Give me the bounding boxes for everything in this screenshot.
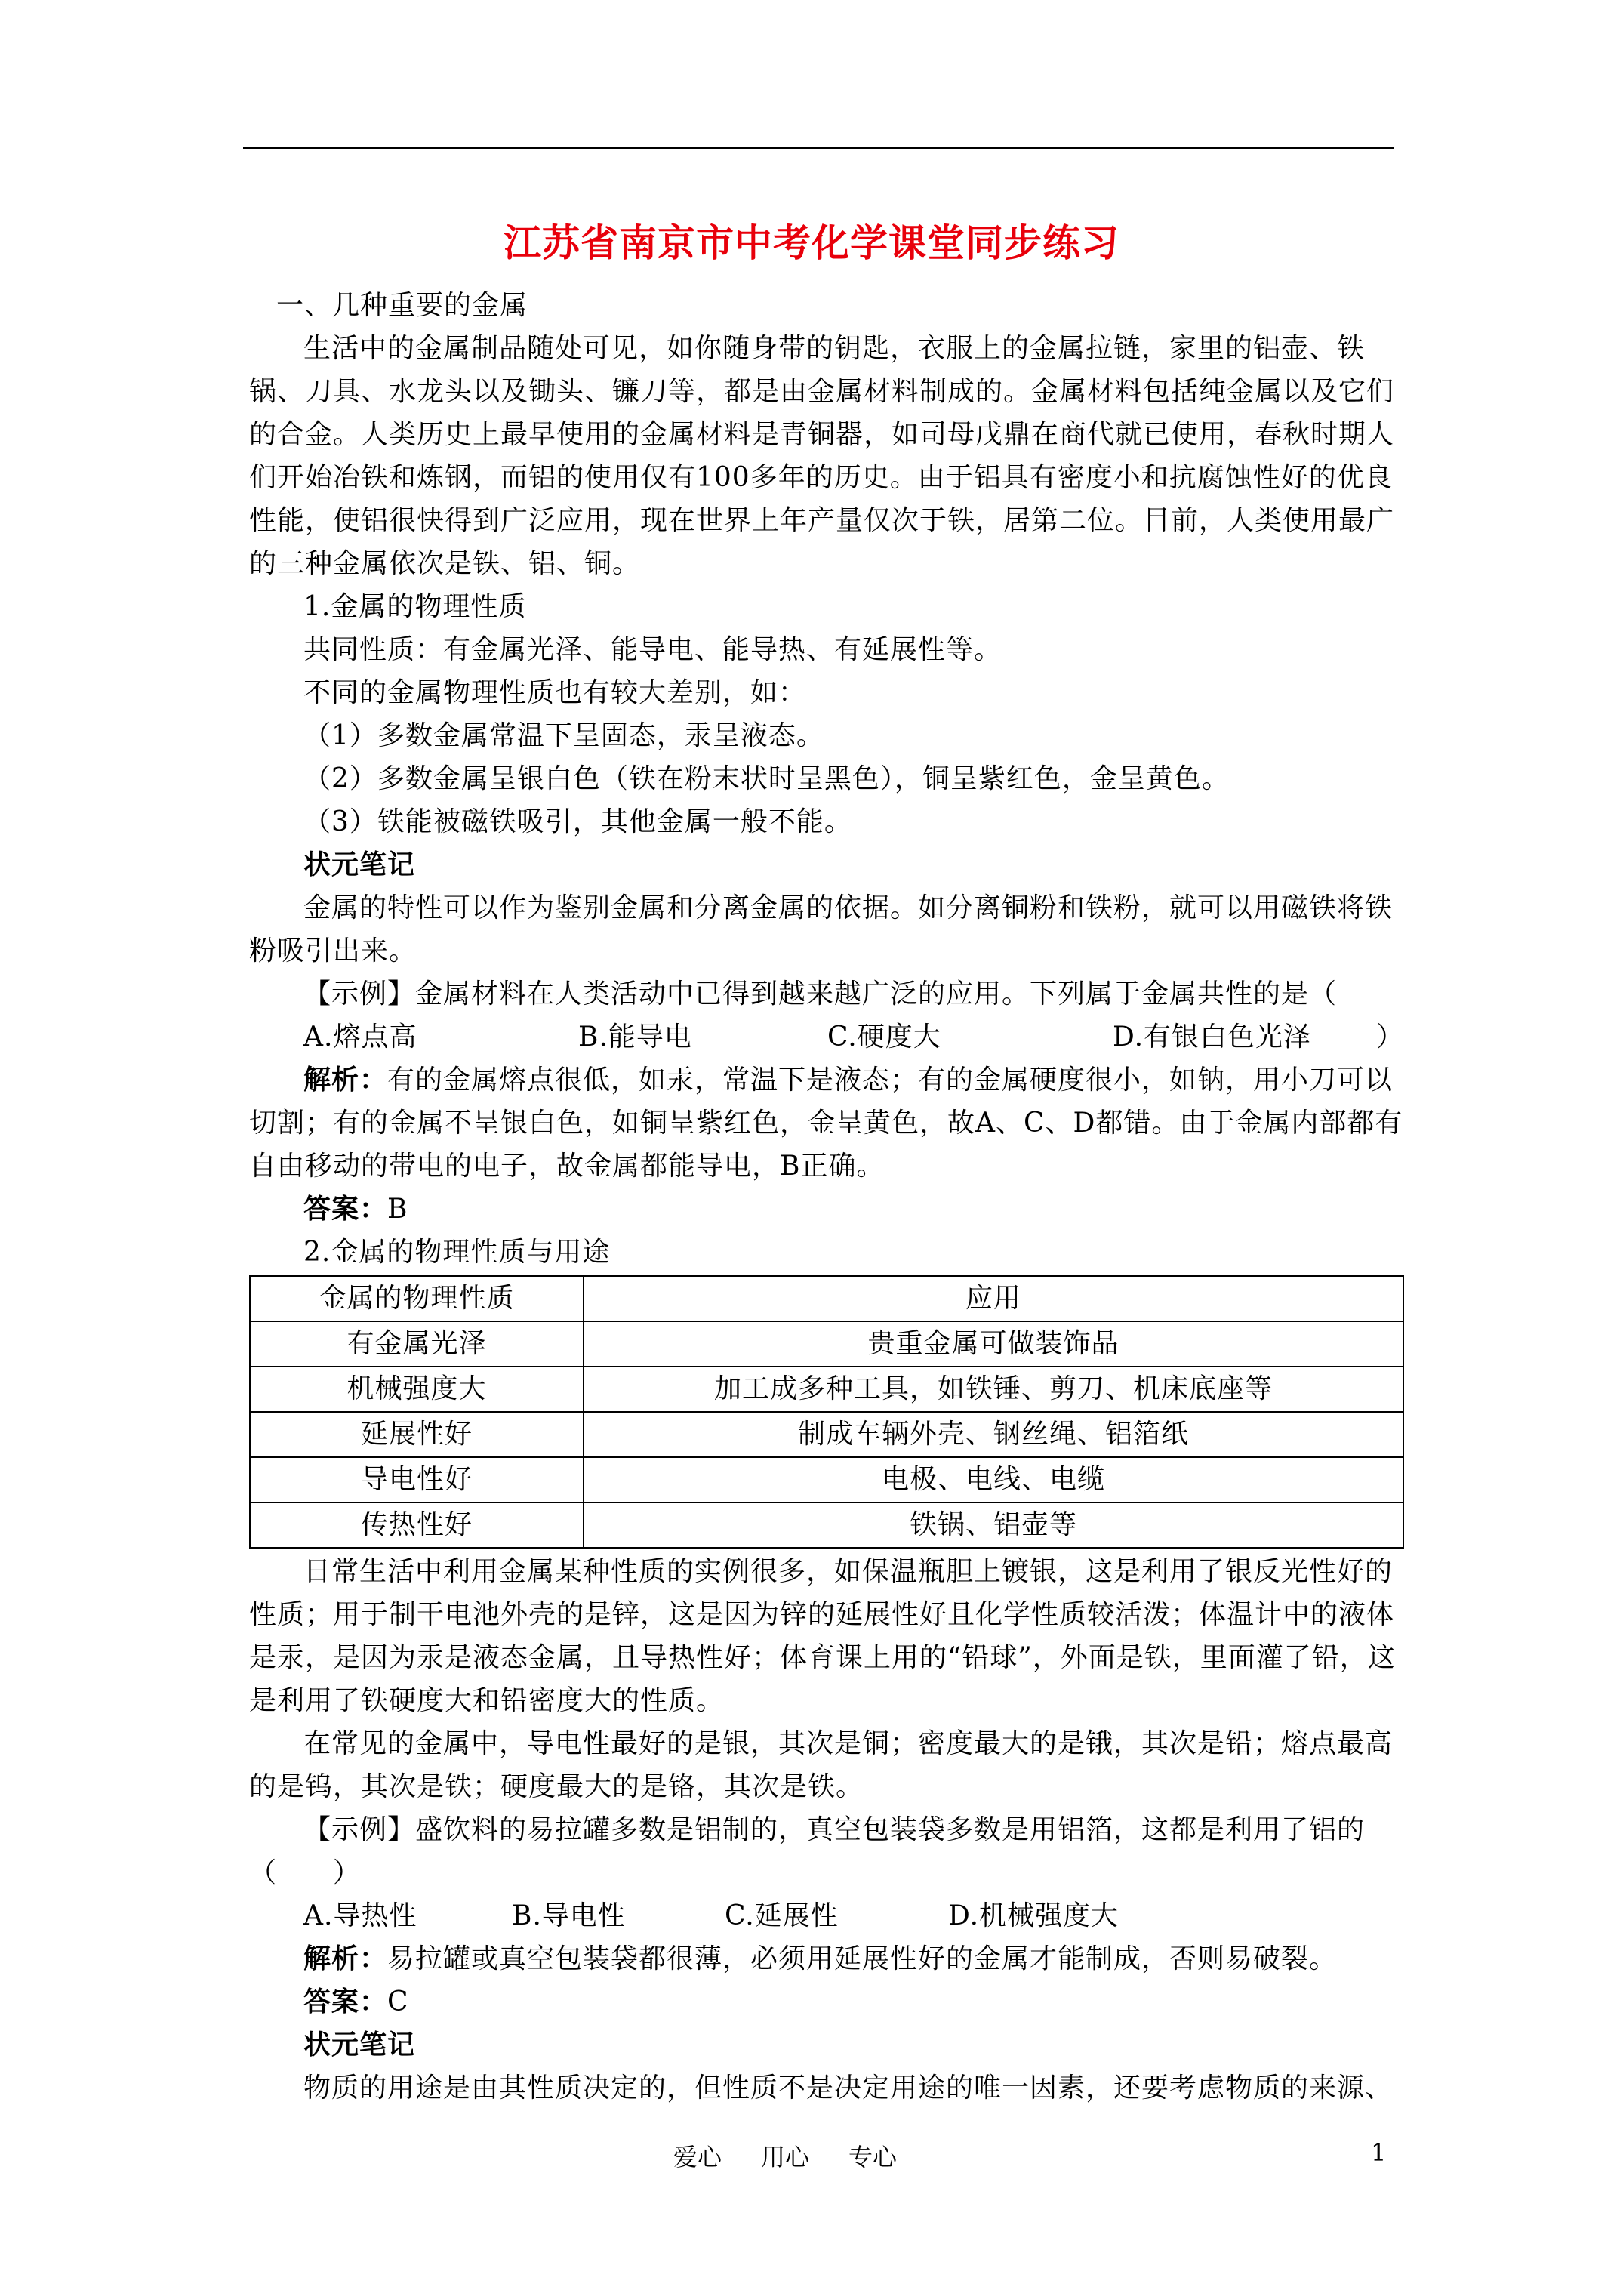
list-item: （2）多数金属呈银白色（铁在粉末状时呈黑色），铜呈紫红色，金呈黄色。 bbox=[303, 763, 1230, 794]
analysis-label: 解析： bbox=[303, 1943, 388, 1974]
page-number: 1 bbox=[1371, 2138, 1387, 2167]
table-cell: 贵重金属可做装饰品 bbox=[584, 1321, 1403, 1367]
table-cell: 铁锅、铝壶等 bbox=[584, 1502, 1403, 1548]
common-properties: 共同性质：有金属光泽、能导电、能导热、有延展性等。 bbox=[303, 634, 1002, 665]
motto-word: 用心 bbox=[761, 2143, 810, 2171]
properties-table bbox=[249, 1275, 1404, 1549]
table-cell: 延展性好 bbox=[250, 1412, 584, 1457]
answer-options-1 bbox=[249, 1015, 1322, 1059]
table-cell: 加工成多种工具，如铁锤、剪刀、机床底座等 bbox=[584, 1367, 1403, 1412]
list-item: （1）多数金属常温下呈固态，汞呈液态。 bbox=[303, 720, 824, 751]
table-cell: 导电性好 bbox=[250, 1457, 584, 1502]
option-a: A.导热性 bbox=[303, 1900, 417, 1931]
answer-value: C bbox=[387, 1986, 409, 2017]
option-d: D.机械强度大 bbox=[948, 1900, 1119, 1931]
table-row bbox=[250, 1457, 1403, 1502]
intro-paragraph: 生活中的金属制品随处可见，如你随身带的钥匙，衣服上的金属拉链，家里的铝壶、铁锅、刀具、水龙头以及锄头、镰刀等，都是由金属材料制成的。金属材料包括纯金属以及它们的合金。人类历史上最早使用的金属材料是青铜器，如司母戊鼎在商代就已使用，春秋时期人们开始冶铁和炼钢，而铝的使用仅有100多年的历史。由于铝具有密度小和抗腐蚀性好的优良性能，使铝很快得到广泛应用，现在世界上年产量仅次于铁，居第二位。目前，人类使用最广的三种金属依次是铁、铝、铜。 bbox=[249, 333, 1395, 579]
analysis-1 bbox=[249, 1059, 1404, 1188]
table-header-cell: 应用 bbox=[584, 1276, 1403, 1321]
header-rule bbox=[243, 147, 1394, 149]
analysis-text: 易拉罐或真空包装袋都很薄，必须用延展性好的金属才能制成，否则易破裂。 bbox=[387, 1943, 1338, 1974]
option-a: A.熔点高 bbox=[303, 1022, 417, 1052]
analysis-2 bbox=[249, 1937, 1404, 1980]
example-label: 【示例】 bbox=[303, 978, 416, 1009]
subsection-heading-1: 1.金属的物理性质 bbox=[303, 591, 527, 622]
table-cell: 制成车辆外壳、钢丝绳、铝箔纸 bbox=[584, 1412, 1403, 1457]
analysis-text: 有的金属熔点很低，如汞，常温下是液态；有的金属硬度很小，如钠，用小刀可以切割；有的金属不呈银白色，如铜呈紫红色，金呈黄色，故A、C、D都错。由于金属内部都有自由移动的带电的电子，故金属都能导电，B正确。 bbox=[249, 1065, 1403, 1182]
answer-options-2 bbox=[249, 1894, 1404, 1937]
page-title: 江苏省南京市中考化学课堂同步练习 bbox=[504, 220, 1119, 265]
table-row bbox=[250, 1412, 1403, 1457]
subsection-heading-2: 2.金属的物理性质与用途 bbox=[303, 1237, 611, 1268]
table-cell: 传热性好 bbox=[250, 1502, 584, 1548]
table-header-row bbox=[250, 1276, 1403, 1321]
note-label: 状元笔记 bbox=[303, 2029, 416, 2060]
note-text: 物质的用途是由其性质决定的，但性质不是决定用途的唯一因素，还要考虑物质的来源、 bbox=[303, 2073, 1394, 2103]
analysis-label: 解析： bbox=[303, 1064, 388, 1096]
section-heading: 一、几种重要的金属 bbox=[276, 290, 528, 321]
table-row bbox=[250, 1321, 1403, 1367]
table-row bbox=[250, 1367, 1403, 1412]
example-text: 盛饮料的易拉罐多数是铝制的，真空包装袋多数是用铝箔，这都是利用了铝的（ ） bbox=[249, 1814, 1366, 1888]
option-d: D.有银白色光泽 bbox=[1113, 1022, 1312, 1052]
option-c: C.硬度大 bbox=[827, 1022, 941, 1052]
note-text: 金属的特性可以作为鉴别金属和分离金属的依据。如分离铜粉和铁粉，就可以用磁铁将铁粉吸引出来。 bbox=[249, 892, 1394, 966]
example-text: 金属材料在人类活动中已得到越来越广泛的应用。下列属于金属共性的是（ bbox=[415, 978, 1338, 1009]
difference-intro: 不同的金属物理性质也有较大差别，如： bbox=[303, 677, 807, 708]
answer-value: B bbox=[387, 1194, 408, 1225]
option-c: C.延展性 bbox=[725, 1900, 839, 1931]
list-item: （3）铁能被磁铁吸引，其他金属一般不能。 bbox=[303, 806, 852, 837]
motto-word: 爱心 bbox=[673, 2143, 722, 2171]
table-row bbox=[250, 1502, 1403, 1548]
example-label: 【示例】 bbox=[303, 1814, 416, 1845]
answer-2 bbox=[249, 1980, 1404, 2023]
option-b: B.能导电 bbox=[578, 1022, 692, 1052]
answer-label: 答案： bbox=[303, 1986, 388, 2017]
table-header-cell: 金属的物理性质 bbox=[250, 1276, 584, 1321]
usage-paragraph: 日常生活中利用金属某种性质的实例很多，如保温瓶胆上镀银，这是利用了银反光性好的性质；用于制干电池外壳的是锌，这是因为锌的延展性好且化学性质较活泼；体温计中的液体是汞，是因为汞是液态金属，且导热性好；体育课上用的“铅球”，外面是铁，里面灌了铅，这是利用了铁硬度大和铅密度大的性质。 bbox=[249, 1556, 1396, 1716]
table-cell: 机械强度大 bbox=[250, 1367, 584, 1412]
table-cell: 有金属光泽 bbox=[250, 1321, 584, 1367]
extremes-paragraph: 在常见的金属中，导电性最好的是银，其次是铜；密度最大的是锇，其次是铅；熔点最高的是钨，其次是铁；硬度最大的是铬，其次是铁。 bbox=[249, 1728, 1394, 1802]
document-body bbox=[249, 284, 1404, 2110]
option-b: B.导电性 bbox=[512, 1900, 626, 1931]
answer-label: 答案： bbox=[303, 1193, 388, 1225]
motto-word: 专心 bbox=[848, 2143, 898, 2171]
example-question-2 bbox=[249, 1808, 1404, 1894]
answer-1 bbox=[249, 1188, 1404, 1231]
table-cell: 电极、电线、电缆 bbox=[584, 1457, 1403, 1502]
example-paren-close: ） bbox=[1375, 1022, 1404, 1052]
note-label: 状元笔记 bbox=[303, 849, 416, 880]
footer-motto bbox=[673, 2138, 936, 2173]
